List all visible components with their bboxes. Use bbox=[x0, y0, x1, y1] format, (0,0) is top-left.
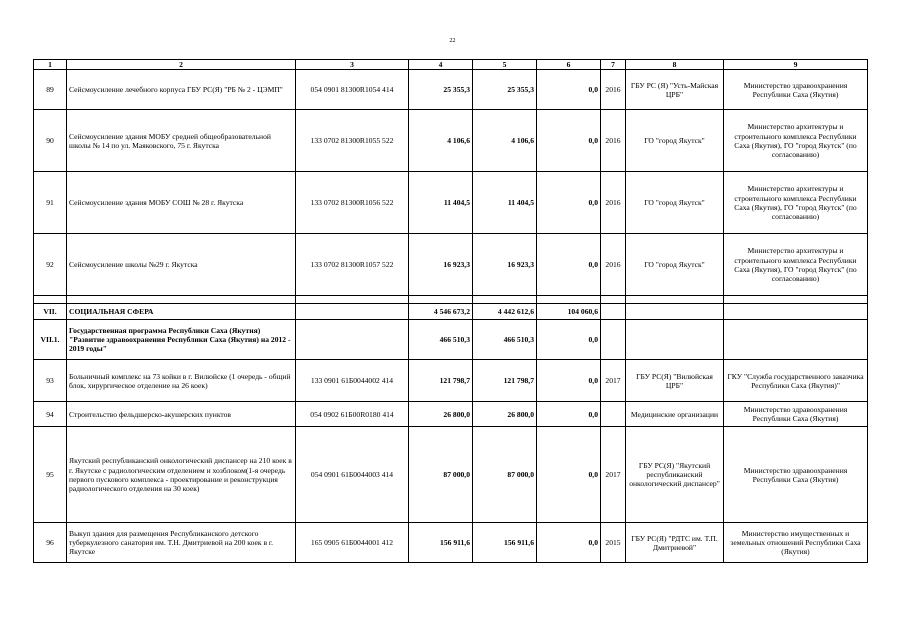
ministry: Министерство архитектуры и строительного комплекса Республики Саха (Якутия), ГО "город Якутск" (по согласованию) bbox=[724, 234, 868, 296]
object-name: Сейсмоусиление школы №29 г. Якутска bbox=[67, 234, 296, 296]
total-amount: 11 404,5 bbox=[409, 172, 473, 234]
section-title: СОЦИАЛЬНАЯ СФЕРА bbox=[67, 304, 296, 320]
amount-col5: 4 106,6 bbox=[473, 110, 537, 172]
amount-col5: 87 000,0 bbox=[473, 427, 537, 523]
row-number: 96 bbox=[34, 523, 67, 563]
ministry: Министерство здравоохранения Республики Саха (Якутия) bbox=[724, 70, 868, 110]
table-row bbox=[34, 172, 868, 234]
year: 2016 bbox=[601, 172, 626, 234]
col-header: 8 bbox=[626, 60, 724, 70]
total-amount: 16 923,3 bbox=[409, 234, 473, 296]
ministry: Министерство архитектуры и строительного комплекса Республики Саха (Якутия), ГО "город Якутск" (по согласованию) bbox=[724, 110, 868, 172]
total-amount: 4 106,6 bbox=[409, 110, 473, 172]
executor: ГБУ РС(Я) "Якутский республиканский онкологический диспансер" bbox=[626, 427, 724, 523]
executor bbox=[626, 304, 724, 320]
amount-col5: 4 442 612,6 bbox=[473, 304, 537, 320]
year: 2016 bbox=[601, 110, 626, 172]
amount-col5: 26 800,0 bbox=[473, 402, 537, 427]
row-number: 89 bbox=[34, 70, 67, 110]
executor bbox=[626, 320, 724, 360]
table-row bbox=[34, 70, 868, 110]
executor: ГБУ РС (Я) "Усть-Майская ЦРБ" bbox=[626, 70, 724, 110]
year: 2017 bbox=[601, 360, 626, 402]
ministry bbox=[724, 320, 868, 360]
year: 2016 bbox=[601, 70, 626, 110]
budget-code: 054 0901 61Б0044003 414 bbox=[296, 427, 409, 523]
total-amount: 466 510,3 bbox=[409, 320, 473, 360]
section-row bbox=[34, 304, 868, 320]
header-row bbox=[34, 60, 868, 70]
col-header: 2 bbox=[67, 60, 296, 70]
amount-col6: 0,0 bbox=[537, 110, 601, 172]
total-amount: 4 546 673,2 bbox=[409, 304, 473, 320]
total-amount: 121 798,7 bbox=[409, 360, 473, 402]
table-row bbox=[34, 110, 868, 172]
object-name: Сейсмоусиление здания МОБУ средней общеобразовательной школы № 14 по ул. Маяковского, 75 г. Якутска bbox=[67, 110, 296, 172]
row-number: 93 bbox=[34, 360, 67, 402]
executor: ГБУ РС(Я) "Вилюйская ЦРБ" bbox=[626, 360, 724, 402]
year bbox=[601, 304, 626, 320]
year bbox=[601, 402, 626, 427]
amount-col5: 11 404,5 bbox=[473, 172, 537, 234]
object-name: Сейсмоусиление здания МОБУ СОШ № 28 г. Якутска bbox=[67, 172, 296, 234]
amount-col6: 0,0 bbox=[537, 320, 601, 360]
total-amount: 25 355,3 bbox=[409, 70, 473, 110]
amount-col6: 0,0 bbox=[537, 523, 601, 563]
row-number: 90 bbox=[34, 110, 67, 172]
page-number: 22 bbox=[449, 38, 456, 44]
amount-col5: 16 923,3 bbox=[473, 234, 537, 296]
col-header: 5 bbox=[473, 60, 537, 70]
year: 2016 bbox=[601, 234, 626, 296]
amount-col6: 0,0 bbox=[537, 172, 601, 234]
total-amount: 87 000,0 bbox=[409, 427, 473, 523]
budget-code bbox=[296, 320, 409, 360]
table-row bbox=[34, 360, 868, 402]
object-name: Выкуп здания для размещения Республиканского детского туберкулезного санатория им. Т.Н. Дмитриевой на 200 коек в г. Якутске bbox=[67, 523, 296, 563]
object-name: Больничный комплекс на 73 койки в г. Вилюйске (1 очередь - общий блок, хирургическое отделение на 26 коек) bbox=[67, 360, 296, 402]
amount-col6: 0,0 bbox=[537, 427, 601, 523]
table-row bbox=[34, 523, 868, 563]
subsection-title: Государственная программа Республики Саха (Якутия) "Развитие здравоохранения Республики Саха (Якутия) на 2012 - 2019 годы" bbox=[67, 320, 296, 360]
budget-code: 054 0901 81300R1054 414 bbox=[296, 70, 409, 110]
year: 2015 bbox=[601, 523, 626, 563]
amount-col5: 25 355,3 bbox=[473, 70, 537, 110]
executor: ГО "город Якутск" bbox=[626, 110, 724, 172]
ministry: Министерство архитектуры и строительного комплекса Республики Саха (Якутия), ГО "город Якутск" (по согласованию) bbox=[724, 172, 868, 234]
col-header: 3 bbox=[296, 60, 409, 70]
subsection-number: VII.1. bbox=[34, 320, 67, 360]
amount-col6: 0,0 bbox=[537, 70, 601, 110]
amount-col6: 0,0 bbox=[537, 360, 601, 402]
amount-col5: 121 798,7 bbox=[473, 360, 537, 402]
total-amount: 156 911,6 bbox=[409, 523, 473, 563]
budget-code: 133 0702 81300R1056 522 bbox=[296, 172, 409, 234]
row-number: 92 bbox=[34, 234, 67, 296]
budget-code: 133 0702 81300R1055 522 bbox=[296, 110, 409, 172]
budget-table bbox=[33, 59, 868, 563]
subsection-row bbox=[34, 320, 868, 360]
ministry bbox=[724, 304, 868, 320]
object-name: Строительство фельдшерско-акушерских пунктов bbox=[67, 402, 296, 427]
budget-code: 133 0702 81300R1057 522 bbox=[296, 234, 409, 296]
ministry: Министерство здравоохранения Республики Саха (Якутия) bbox=[724, 427, 868, 523]
row-number: 95 bbox=[34, 427, 67, 523]
table-row bbox=[34, 427, 868, 523]
ministry: ГКУ "Служба государственного заказчика Республики Саха (Якутия)" bbox=[724, 360, 868, 402]
amount-col5: 466 510,3 bbox=[473, 320, 537, 360]
executor: ГБУ РС(Я) "РДТС им. Т.П. Дмитриевой" bbox=[626, 523, 724, 563]
section-number: VII. bbox=[34, 304, 67, 320]
ministry: Министерство имущественных и земельных отношений Республики Саха (Якутия) bbox=[724, 523, 868, 563]
year: 2017 bbox=[601, 427, 626, 523]
amount-col6: 0,0 bbox=[537, 234, 601, 296]
col-header: 6 bbox=[537, 60, 601, 70]
budget-code bbox=[296, 304, 409, 320]
spacer-row bbox=[34, 296, 868, 304]
executor: ГО "город Якутск" bbox=[626, 234, 724, 296]
year bbox=[601, 320, 626, 360]
executor: ГО "город Якутск" bbox=[626, 172, 724, 234]
col-header: 1 bbox=[34, 60, 67, 70]
table-row bbox=[34, 234, 868, 296]
amount-col5: 156 911,6 bbox=[473, 523, 537, 563]
budget-code: 165 0905 61Б0044001 412 bbox=[296, 523, 409, 563]
total-amount: 26 800,0 bbox=[409, 402, 473, 427]
object-name: Якутский республиканский онкологический диспансер на 210 коек в г. Якутске с радиологическим отделением и хозблоком(1-я очередь первого пускового комплекса - проектирование и реконструкция радиологического отделения на 30 коек) bbox=[67, 427, 296, 523]
col-header: 4 bbox=[409, 60, 473, 70]
col-header: 7 bbox=[601, 60, 626, 70]
budget-code: 133 0901 61Б0044002 414 bbox=[296, 360, 409, 402]
amount-col6: 0,0 bbox=[537, 402, 601, 427]
object-name: Сейсмоусиление лечебного корпуса ГБУ РС(Я) "РБ № 2 - ЦЭМП" bbox=[67, 70, 296, 110]
budget-code: 054 0902 61Б00R0180 414 bbox=[296, 402, 409, 427]
row-number: 94 bbox=[34, 402, 67, 427]
col-header: 9 bbox=[724, 60, 868, 70]
amount-col6: 104 060,6 bbox=[537, 304, 601, 320]
table-row bbox=[34, 402, 868, 427]
executor: Медицинские организации bbox=[626, 402, 724, 427]
ministry: Министерство здравоохранения Республики Саха (Якутия) bbox=[724, 402, 868, 427]
row-number: 91 bbox=[34, 172, 67, 234]
